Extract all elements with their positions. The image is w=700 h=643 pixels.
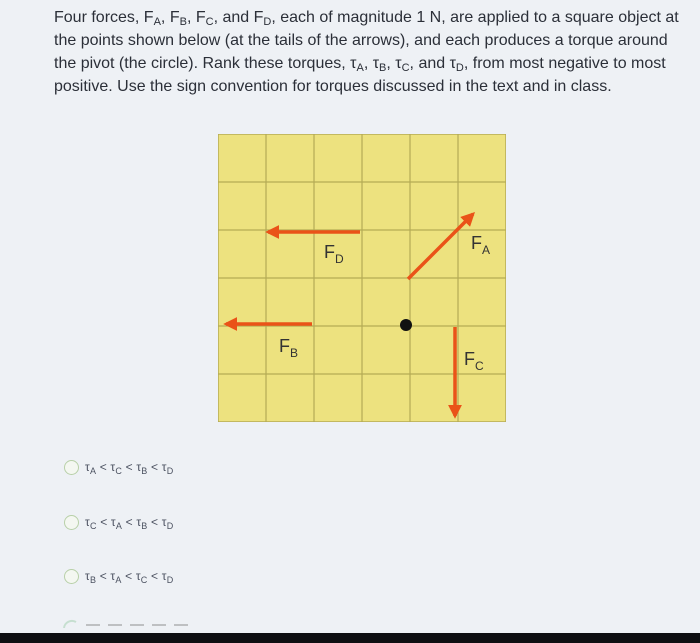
question-text-part: , τ bbox=[363, 55, 380, 72]
force-diagram bbox=[218, 134, 506, 422]
question-text-part: , and F bbox=[213, 9, 264, 26]
radio-button[interactable] bbox=[64, 569, 79, 584]
subscript: A bbox=[356, 62, 364, 74]
subscript: D bbox=[455, 62, 464, 74]
subscript: B bbox=[179, 16, 187, 28]
question-text-part: , from most negative to most positive. Use the sign convention for torques discussed in the text and in class. bbox=[54, 55, 666, 95]
label-FC: $F_C$ bbox=[464, 349, 484, 373]
answer-option-1[interactable] bbox=[64, 457, 173, 477]
question-text-part: , each of magnitude 1 N, are applied to a square object at the points shown below (at the tails of the arrows), and each produces a torque around the pivot (the circle). Rank these torques, τ bbox=[54, 9, 679, 72]
answer-option-2[interactable] bbox=[64, 512, 173, 532]
question-text-part: , and τ bbox=[409, 55, 456, 72]
answer-option-3[interactable] bbox=[64, 566, 173, 586]
subscript: A bbox=[153, 16, 161, 28]
option-label: $\tau_C < \tau_A < \tau_B < \tau_D$ bbox=[85, 515, 174, 531]
subscript: D bbox=[263, 16, 272, 28]
label-FB: $F_B$ bbox=[279, 336, 299, 360]
pivot-circle bbox=[400, 319, 412, 331]
answer-option-4-cutoff bbox=[62, 616, 212, 628]
bottom-bar bbox=[0, 633, 700, 643]
subscript: C bbox=[205, 16, 214, 28]
question-text-part: , F bbox=[186, 9, 206, 26]
option-label: $\tau_A < \tau_C < \tau_B < \tau_D$ bbox=[85, 460, 174, 476]
subscript: C bbox=[401, 62, 410, 74]
subscript: B bbox=[379, 62, 387, 74]
radio-button[interactable] bbox=[64, 460, 79, 475]
question-text-part: Four forces, F bbox=[54, 9, 154, 26]
question-text-part: , F bbox=[160, 9, 180, 26]
option-label: $\tau_B < \tau_A < \tau_C < \tau_D$ bbox=[85, 569, 174, 585]
label-FD: $F_D$ bbox=[324, 242, 344, 266]
question-text-part: , τ bbox=[386, 55, 402, 72]
question-text bbox=[54, 6, 679, 98]
radio-button[interactable] bbox=[64, 515, 79, 530]
label-FA: $F_A$ bbox=[471, 233, 491, 257]
